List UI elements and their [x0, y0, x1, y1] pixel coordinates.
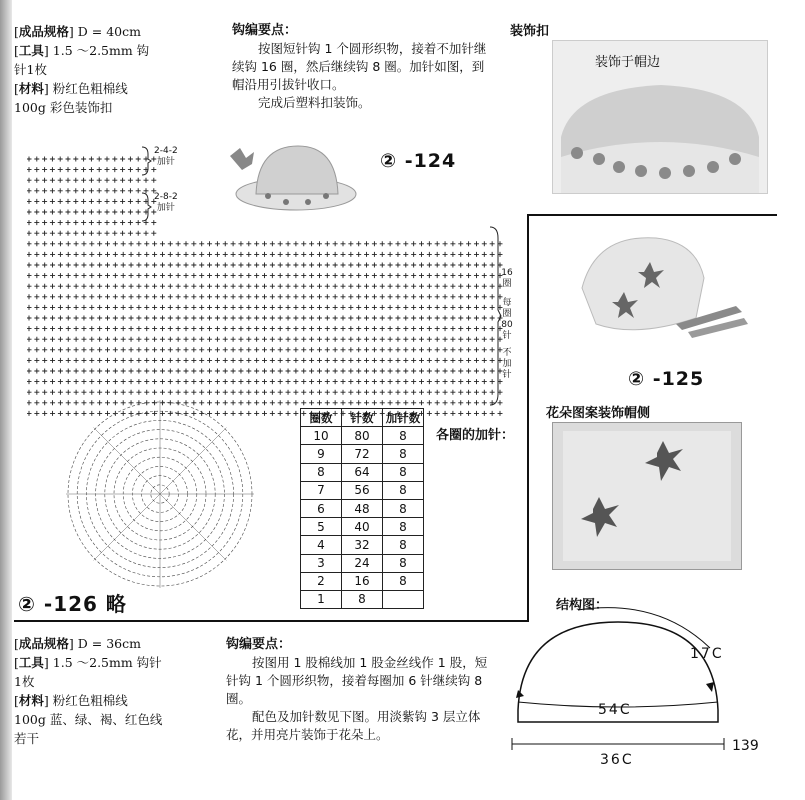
table-header-row: [301, 409, 424, 427]
tool-value-2: 针1枚: [14, 62, 47, 77]
table-cell: 7: [301, 481, 342, 499]
structure-diagram: [508, 598, 758, 768]
top-notes: [232, 22, 492, 112]
stitch-chart-grid: [27, 153, 517, 421]
table-cell: 4: [301, 536, 342, 554]
model-125-label: ② -125: [628, 368, 705, 390]
model-124-label: ② -124: [380, 150, 457, 172]
table-row: [301, 590, 424, 608]
hat-photo-125: [576, 228, 756, 356]
circumference-label: 54C: [598, 702, 632, 718]
top-notes-p2: 完成后塑料扣装饰。: [258, 95, 371, 110]
bottom-tool-value: 1.5 ～2.5mm 钩针: [52, 655, 162, 670]
flower-hat-illustration: [576, 228, 756, 356]
rows-note: 16 圈 每 圈 80 针 不 加 针: [501, 268, 513, 380]
bottom-tool-value-2: 1枚: [14, 674, 35, 689]
table-row: [301, 572, 424, 590]
bottom-material-value: 粉红色粗棉线: [52, 693, 128, 708]
round-stitch-chart: [60, 394, 260, 594]
table-cell: 8: [383, 499, 424, 517]
tool-label: 工具: [18, 43, 44, 58]
table-row: [301, 499, 424, 517]
table-cell: 40: [342, 518, 383, 536]
bottom-size-value: D = 36cm: [77, 636, 141, 651]
divider-top: [527, 214, 777, 216]
material-label: 材料: [18, 81, 44, 96]
table-header-cell: 圈数: [301, 409, 342, 427]
table-cell: 3: [301, 554, 342, 572]
divider-vertical: [527, 214, 529, 620]
table-cell: 8: [383, 481, 424, 499]
table-cell: 1: [301, 590, 342, 608]
bottom-tool-label: 工具: [18, 655, 44, 670]
table-cell: 9: [301, 445, 342, 463]
increase-note-2: 2-8-2 加针: [150, 192, 178, 214]
page-number: 139: [732, 738, 759, 754]
table-cell: 80: [342, 427, 383, 445]
bottom-material-value-2: 100g 蓝、绿、褐、红色线: [14, 712, 163, 727]
table-cell: 8: [383, 572, 424, 590]
material-value: 粉红色粗棉线: [52, 81, 128, 96]
top-spec: [成品规格] D = 40cm [工具] 1.5 ～2.5mm 钩 针1枚 [材料] 粉红色粗棉线 100g 彩色装饰扣: [14, 22, 174, 117]
table-cell: 8: [383, 427, 424, 445]
table-cell: [383, 590, 424, 608]
stitch-chart-top: [14, 142, 517, 423]
table-cell: 8: [301, 463, 342, 481]
size-value: D = 40cm: [77, 24, 141, 39]
table-cell: 10: [301, 427, 342, 445]
structure-title: 结构图：: [556, 598, 609, 613]
table-cell: 8: [383, 463, 424, 481]
top-notes-p1: 按图短针钩 1 个圆形织物，接着不加针继续钩 16 圈，然后继续钩 8 圈。加针如图，到帽沿用引拔针收口。: [232, 41, 487, 92]
bottom-material-value-3: 若干: [14, 731, 40, 746]
table-cell: 8: [383, 445, 424, 463]
bottom-size-label: 成品规格: [18, 636, 69, 651]
table-cell: 64: [342, 463, 383, 481]
bottom-notes-p1: 按图用 1 股棉线加 1 股金丝线作 1 股，短针钩 1 个圆形织物，接着每圈加 6 针继续钩 8 圈。: [226, 655, 488, 706]
crown-label: 17C: [690, 646, 724, 662]
hat-photo-buckle: [552, 40, 768, 194]
diameter-label: 36C: [600, 752, 634, 768]
table-header-cell: 加针数: [383, 409, 424, 427]
tool-value: 1.5 ～2.5mm 钩: [52, 43, 150, 58]
bottom-notes-heading: 钩编要点：: [226, 637, 292, 652]
table-cell: 48: [342, 499, 383, 517]
flower-photo: [552, 422, 742, 570]
bottom-notes-p2: 配色及加针数见下图。用淡紫钩 3 层立体花，并用亮片装饰于花朵上。: [226, 709, 481, 742]
table-row: [301, 445, 424, 463]
bottom-material-label: 材料: [18, 693, 44, 708]
table-cell: 8: [383, 554, 424, 572]
table-header-cell: 针数: [342, 409, 383, 427]
binding-edge: [0, 0, 12, 800]
model-126-label: ② -126 略: [18, 592, 127, 616]
table-cell: 2: [301, 572, 342, 590]
top-notes-heading: 钩编要点：: [232, 23, 298, 38]
table-cell: 8: [383, 518, 424, 536]
buckle-caption: 装饰于帽边: [595, 55, 661, 70]
table-cell: 72: [342, 445, 383, 463]
bottom-spec: [成品规格] D = 36cm [工具] 1.5 ～2.5mm 钩针 1枚 [材料] 粉红色粗棉线 100g 蓝、绿、褐、红色线 若干: [14, 634, 214, 748]
divider-bottom: [14, 620, 529, 622]
table-row: [301, 554, 424, 572]
stitch-table-wrap: [300, 408, 424, 609]
stitch-table: [300, 408, 424, 609]
flower-title: 花朵图案装饰帽侧: [546, 406, 651, 421]
increase-title: 各圈的加针：: [436, 428, 515, 443]
table-row: [301, 463, 424, 481]
table-cell: 56: [342, 481, 383, 499]
flower-closeup-illustration: [553, 423, 741, 569]
material-value-2: 100g 彩色装饰扣: [14, 100, 113, 115]
table-cell: 24: [342, 554, 383, 572]
table-row: [301, 427, 424, 445]
table-cell: 8: [342, 590, 383, 608]
increase-note-1: 2-4-2 加针: [150, 146, 178, 168]
table-cell: 16: [342, 572, 383, 590]
size-label: 成品规格: [18, 24, 69, 39]
table-cell: 8: [383, 536, 424, 554]
table-cell: 6: [301, 499, 342, 517]
bottom-notes: [226, 636, 496, 744]
table-cell: 32: [342, 536, 383, 554]
table-cell: 5: [301, 518, 342, 536]
decor-buckle-title: 装饰扣: [510, 24, 550, 39]
table-row: [301, 481, 424, 499]
table-row: [301, 518, 424, 536]
table-row: [301, 536, 424, 554]
